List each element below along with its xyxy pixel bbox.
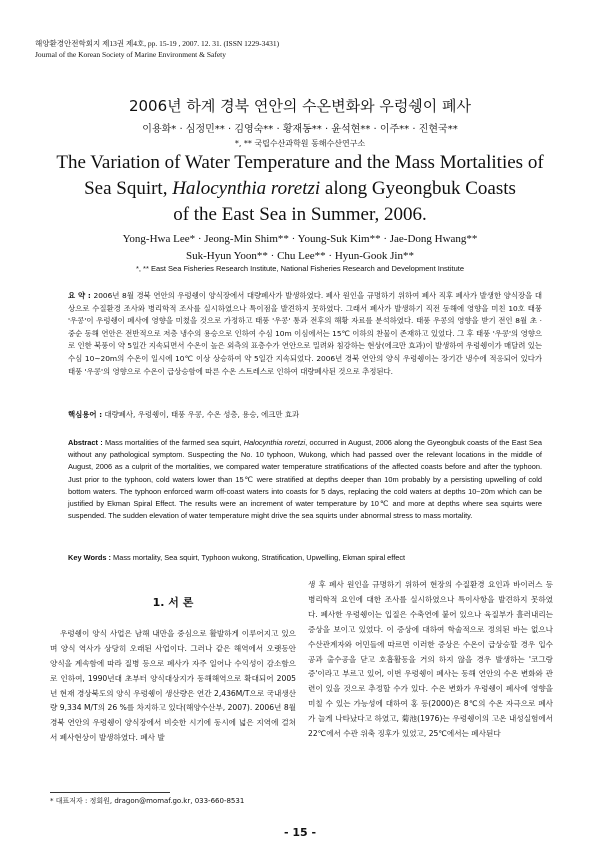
title-line2-pre: Sea Squirt, — [84, 178, 173, 199]
abstract-english-label: Abstract : — [68, 438, 103, 447]
abstract-english-pre: Mass mortalities of the farmed sea squirt, — [105, 438, 244, 447]
body-column-left — [50, 596, 296, 746]
authors-english-line2: Suk-Hyun Yoon** · Chu Lee** · Hyun-Gook Jin** — [186, 250, 414, 262]
keywords-english — [68, 553, 542, 562]
page-number: - 15 - — [283, 826, 317, 839]
title-english-line3: of the East Sea in Summer, 2006. — [173, 204, 427, 225]
authors-english-line1: Yong-Hwa Lee* · Jeong-Min Shim** · Young-Suk Kim** · Jae-Dong Hwang** — [122, 233, 478, 245]
journal-citation: 해양환경안전학회지 제13권 제4호, pp. 15-19 , 2007. 12. 31. (ISSN 1229-3431) — [35, 39, 280, 48]
abstract-korean — [68, 290, 542, 378]
keywords-english-label: Key Words : — [68, 553, 111, 562]
affiliation-english: *, ** East Sea Fisheries Research Institute, National Fisheries Research and Development Institute — [135, 264, 465, 273]
species-name: Halocynthia roretzi — [172, 178, 321, 199]
authors-korean: 이용화* · 심정민** · 김영숙** · 황재동** · 윤석현** · 이주** · 진현국** — [142, 124, 458, 135]
title-english — [0, 150, 600, 228]
title-line2-post: along Gyeongbuk Coasts — [320, 178, 516, 199]
section-heading-introduction: 1. 서 론 — [152, 596, 194, 609]
abstract-english-post: , occurred in August, 2006 along the Gyeongbuk coasts of the East Sea without any pathological symptom. Suspecting the No. 10 typhoon, Wukong, which had passed over the relevant locations in the middle of August, 2006 as a culprit of the mortalities, we compared water temperature stratifications of the affected coasts before and after the typhoon. Just prior to the typhoon, cold waters lower than 15℃ were stratified at depths deeper than 10m probably by a persisting upwelling of cold bottom waters. The typhoon enforced warm off-coast waters into coasts for 5 days, replacing the cold waters at depths 10~20m which can be justified by Ekman Spiral Effect. The results were an increment of water temperature by 10℃ and more at depths where sea squirts were suspended. The sudden elevation of water temperature might drive the sea squirts under abnormal stress to mass mortality. — [68, 438, 542, 521]
body-paragraph-right: 생 후 폐사 원인을 규명하기 위하여 현장의 수질환경 요인과 바이러스 등 병리학적 요인에 대한 조사를 실시하였으나 특이사항을 발견하지 못하였다. 폐사한 우렁쉥이는 입질은 수축연에 붙어 있으나 육질부가 흘러내리는 증상을 보이고 있었다. 이 증상에 대하여 학술적으로 정의된 바는 없으나 수산관계자와 어민들에 따르면 이러한 증상은 수온이 급상승할 경우 입수공과 출수공을 닫고 호흡활동을 거의 하지 않을 경우 발생하는 '코그랑증'이라고 부르고 있어, 이번 우렁쉥이 폐사는 동해 연안의 수온 변화와 관련이 있을 것으로 추정할 수가 있다. 수온 변화가 우렁쉥이 폐사에 영향을 미칠 수 있는 가능성에 대하여 홍 등(2000)은 8℃의 수온 자극으로 폐사가 늘게 나타났다고 하였고, 菊池(1976)는 우렁쉥이의 고온 내성실험에서 22℃에서 수관 위축 징후가 있었고, 25℃에서는 폐사된다 — [308, 580, 553, 739]
footnote-corresponding-author: * 대표저자 : 정회원, dragon@momaf.go.kr, 033-660-8531 — [50, 797, 245, 805]
abstract-species-name: Halocynthia roretzi — [243, 438, 306, 447]
authors-english — [0, 231, 600, 265]
keywords-korean-label: 핵심용어 : — [68, 410, 103, 419]
journal-header — [35, 38, 279, 60]
body-column-right — [308, 578, 553, 742]
journal-name: Journal of the Korean Society of Marine Environment & Safety — [35, 50, 226, 59]
keywords-english-text: Mass mortality, Sea squirt, Typhoon wukong, Stratification, Upwelling, Ekman spiral effect — [113, 553, 406, 562]
title-english-line1: The Variation of Water Temperature and the Mass Mortalities of — [56, 152, 544, 173]
footnote-divider — [50, 792, 170, 793]
title-english-line2 — [0, 176, 600, 202]
abstract-korean-text: 2006년 8월 경북 연안의 우렁쉥이 양식장에서 대량폐사가 발생하였다. 폐사 원인을 규명하기 위하여 폐사 직후 폐사가 발생한 양식장을 대상으로 수질환경 조사와 병리학적 조사를 실시하였으나 특이점을 발견하지 못하였다. 그래서 폐사가 발생하기 직전 동해에 영향을 미친 10호 태풍 '우콩'이 우렁쉥이 폐사에 영향을 미쳤을 것으로 가정하고 태풍 '우콩' 통과 전후의 해황 자료를 분석하였다. 태풍 우콩의 영향을 받기 전인 8월 초 · 중순 동해 연안은 전반적으로 저층 냉수의 용승으로 인하여 수심 10m 이심에서는 15℃ 이하의 찬물이 존재하고 있었다. 그 후 태풍 '우콩'의 영향으로 인한 북풍이 약 5일간 지속되면서 수온이 높은 외측의 표층수가 연안으로 밀려와 침강하는 현상(에크만 효과)이 발생하여 우렁쉥이가 매달려 있는 수심 10~20m의 수온이 일시에 10℃ 이상 상승하여 약 5일간 지속되었다. 2006년 경북 연안의 양식 우렁쉥이는 장기간 냉수에 적응되어 있다가 태풍 '우콩'의 영향으로 수온이 급상승함에 따른 수온 스트레스로 인하여 대량폐사된 것으로 추정된다. — [68, 291, 542, 376]
affiliation-korean: *, ** 국립수산과학원 동해수산연구소 — [234, 139, 366, 148]
keywords-korean — [68, 409, 542, 420]
abstract-english — [68, 437, 542, 522]
abstract-korean-label: 요 약 : — [68, 291, 91, 300]
title-korean: 2006년 하계 경북 연안의 수온변화와 우렁쉥이 폐사 — [128, 97, 472, 115]
keywords-korean-text: 대량폐사, 우렁쉥이, 태풍 우콩, 수온 성층, 용승, 에크만 효과 — [104, 410, 300, 419]
body-paragraph-left: 우렁쉥이 양식 사업은 남해 내만을 중심으로 활발하게 이루어지고 있으며 양식 역사가 상당히 오래된 사업이다. 그러나 같은 해역에서 오랫동안 양식을 계속함에 따라 질병 등으로 폐사가 자주 일어나 수익성이 감소함으로 인하여, 1990년대 초부터 양식대상지가 동해해역으로 확대되어 2005년 현재 경상북도의 양식 우렁쉥이 생산량은 연간 2,436M/T으로 국내생산량 9,334 M/T의 26 %를 차지하고 있다(해양수산부, 2007). 2006년 8월 경북 연안의 우렁쉥이 양식장에서 비슷한 시기에 동시에 넓은 지역에 걸쳐서 폐사현상이 발생하였다. 폐사 발 — [50, 628, 296, 743]
